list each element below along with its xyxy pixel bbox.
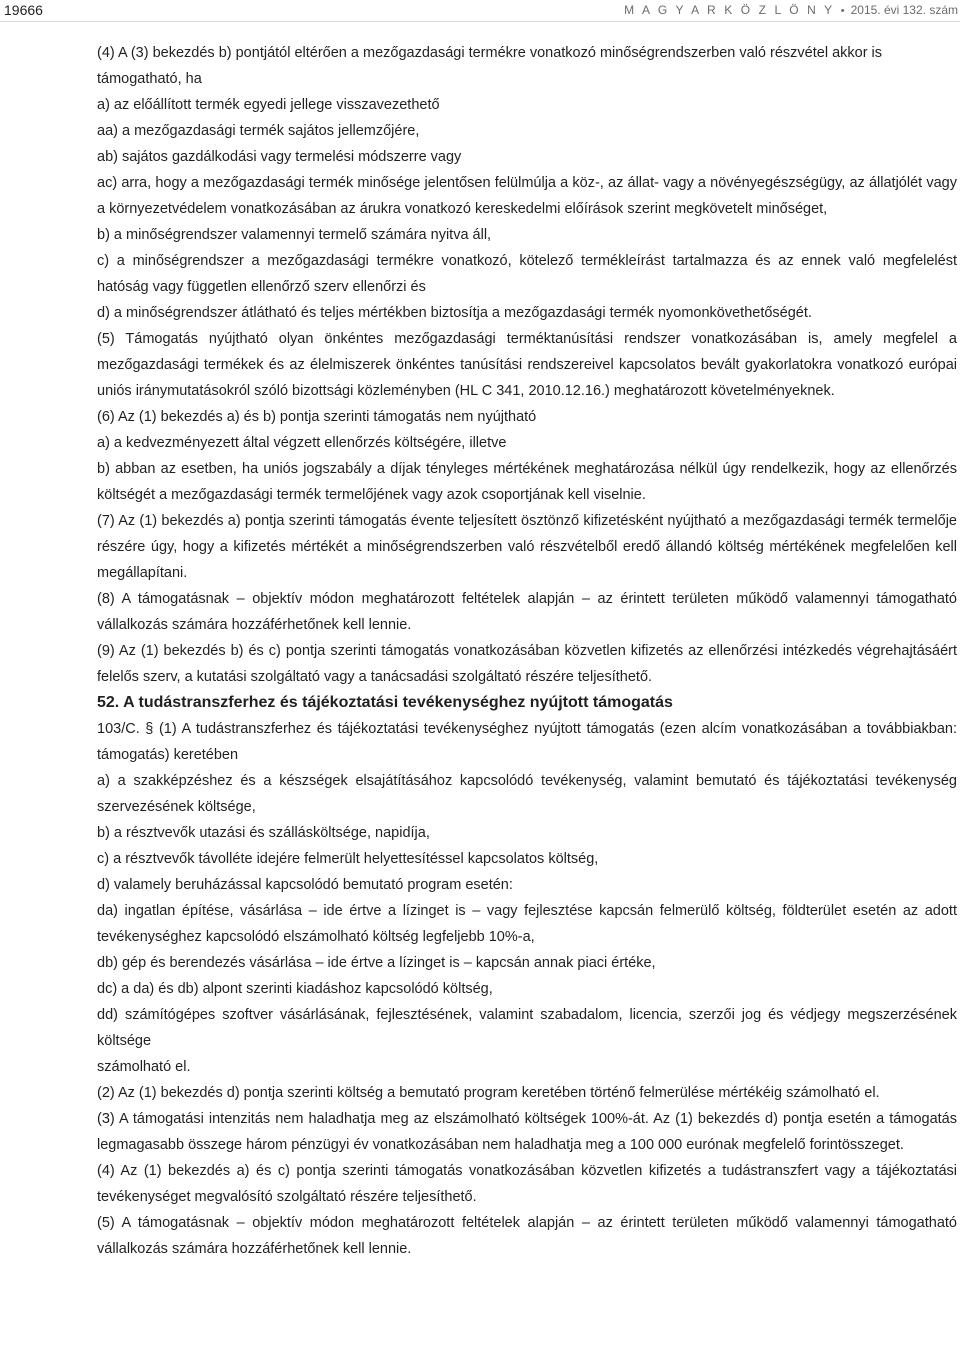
paragraph: (9) Az (1) bekezdés b) és c) pontja szerinti támogatás vonatkozásában közvetlen kifizetés az ellenőrzési intézkedés végrehajtásáért felelős szerv, a kutatási szolgáltató vagy a tanácsadási szolgáltató részére teljesíthető.: [97, 643, 957, 685]
page-number: 19666: [4, 2, 43, 18]
paragraph: (3) A támogatási intenzitás nem haladhatja meg az elszámolható költségek 100%-át. Az (1) bekezdés d) pontja esetén a támogatás legmagasabb összege három pénzügyi év vonatkozásában nem haladhatja meg a 100 000 eurónak megfelelő forintösszeget.: [97, 1111, 957, 1153]
paragraph: (6) Az (1) bekezdés a) és b) pontja szerinti támogatás nem nyújtható: [97, 409, 537, 425]
paragraph: dc) a da) és db) alpont szerinti kiadáshoz kapcsolódó költség,: [97, 981, 493, 997]
paragraph: (4) Az (1) bekezdés a) és c) pontja szerinti támogatás vonatkozásában közvetlen kifizetés a tudástranszfert vagy a tájékoztatási tevékenységet megvalósító szolgáltató részére teljesíthető.: [97, 1163, 957, 1205]
paragraph: c) a résztvevők távolléte idejére felmerült helyettesítéssel kapcsolatos költség,: [97, 851, 599, 867]
paragraph: (4) A (3) bekezdés b) pontjától eltérően a mezőgazdasági termékre vonatkozó minőségrendszerben való részvétel akkor is támogatható, ha: [97, 45, 883, 87]
header-divider: [0, 21, 960, 22]
page-header: [0, 0, 960, 22]
paragraph: a) az előállított termék egyedi jellege visszavezethető: [97, 97, 440, 113]
paragraph: d) a minőségrendszer átlátható és teljes mértékben biztosítja a mezőgazdasági termék nyomonkövethetőségét.: [97, 305, 812, 321]
header-separator: •: [840, 5, 845, 17]
paragraph: dd) számítógépes szoftver vásárlásának, fejlesztésének, valamint szabadalom, licencia, szerzői jog és védjegy megszerzésének költsége: [97, 1007, 957, 1049]
paragraph: a) a szakképzéshez és a készségek elsajátításához kapcsolódó tevékenység, valamint bemutató és tájékoztatási tevékenység szervezésének költsége,: [97, 773, 957, 815]
paragraph: (5) A támogatásnak – objektív módon meghatározott feltételek alapján – az érintett területen működő valamennyi támogatható vállalkozás számára hozzáférhetőnek kell lennie.: [97, 1215, 957, 1257]
paragraph: d) valamely beruházással kapcsolódó bemutató program esetén:: [97, 877, 513, 893]
paragraph: b) a résztvevők utazási és szállásköltsége, napidíja,: [97, 825, 430, 841]
paragraph: da) ingatlan építése, vásárlása – ide értve a lízinget is – vagy fejlesztése kapcsán felmerülő költség, földterület esetén az adott tevékenységhez kapcsolódó elszámolható költség legfeljebb 10%-a,: [97, 903, 957, 945]
paragraph: aa) a mezőgazdasági termék sajátos jellemzőjére,: [97, 123, 420, 139]
paragraph: b) a minőségrendszer valamennyi termelő számára nyitva áll,: [97, 227, 492, 243]
paragraph: ab) sajátos gazdálkodási vagy termelési módszerre vagy: [97, 149, 462, 165]
journal-title: M A G Y A R K Ö Z L Ö N Y: [624, 3, 835, 17]
journal-info: [624, 3, 958, 17]
paragraph: (5) Támogatás nyújtható olyan önkéntes mezőgazdasági terméktanúsítási rendszer vonatkozásában is, amely megfelel a mezőgazdasági termékek és az élelmiszerek önkéntes tanúsítási rendszereivel kapcsolatos bevált gyakorlatokra vonatkozó európai uniós iránymutatásokról szóló bizottsági közleményben (HL C 341, 2010.12.16.) meghatározott követelményeknek.: [97, 331, 957, 399]
paragraph: (7) Az (1) bekezdés a) pontja szerinti támogatás évente teljesített ösztönző kifizetésként nyújtható a mezőgazdasági termék termelője részére úgy, hogy a kifizetés mértékét a minőségrendszerben való részvételből eredő állandó költség mértékének megfelelően kell megállapítani.: [97, 513, 957, 581]
issue-number: 2015. évi 132. szám: [850, 3, 958, 17]
paragraph: 103/C. § (1) A tudástranszferhez és tájékoztatási tevékenységhez nyújtott támogatás (ezen alcím vonatkozásában a továbbiakban: támogatás) keretében: [97, 721, 957, 763]
paragraph: db) gép és berendezés vásárlása – ide értve a lízinget is – kapcsán annak piaci értéke,: [97, 955, 656, 971]
paragraph: b) abban az esetben, ha uniós jogszabály a díjak tényleges mértékének meghatározása nélkül úgy rendelkezik, hogy az ellenőrzés költségét a mezőgazdasági termék termelőjének vagy azok csoportjának kell viselnie.: [97, 461, 957, 503]
paragraph: (2) Az (1) bekezdés d) pontja szerinti költség a bemutató program keretében történő felmerülése mértékéig számolható el.: [97, 1085, 880, 1101]
paragraph: a) a kedvezményezett által végzett ellenőrzés költségére, illetve: [97, 435, 507, 451]
paragraph: c) a minőségrendszer a mezőgazdasági termékre vonatkozó, kötelező termékleírást tartalmazza és az ennek való megfelelést hatóság vagy független ellenőrző szerv ellenőrzi és: [97, 253, 957, 295]
paragraph: számolható el.: [97, 1059, 191, 1075]
section-heading: 52. A tudástranszferhez és tájékoztatási tevékenységhez nyújtott támogatás: [97, 694, 673, 711]
paragraph: (8) A támogatásnak – objektív módon meghatározott feltételek alapján – az érintett területen működő valamennyi támogatható vállalkozás számára hozzáférhetőnek kell lennie.: [97, 591, 957, 633]
paragraph: ac) arra, hogy a mezőgazdasági termék minősége jelentősen felülmúlja a köz-, az állat- vagy a növényegészségügy, az állatjólét vagy a környezetvédelem vonatkozásában az árukra vonatkozó kereskedelmi előírások szerint megkövetelt minőséget,: [97, 175, 957, 217]
document-body: [97, 40, 957, 1262]
